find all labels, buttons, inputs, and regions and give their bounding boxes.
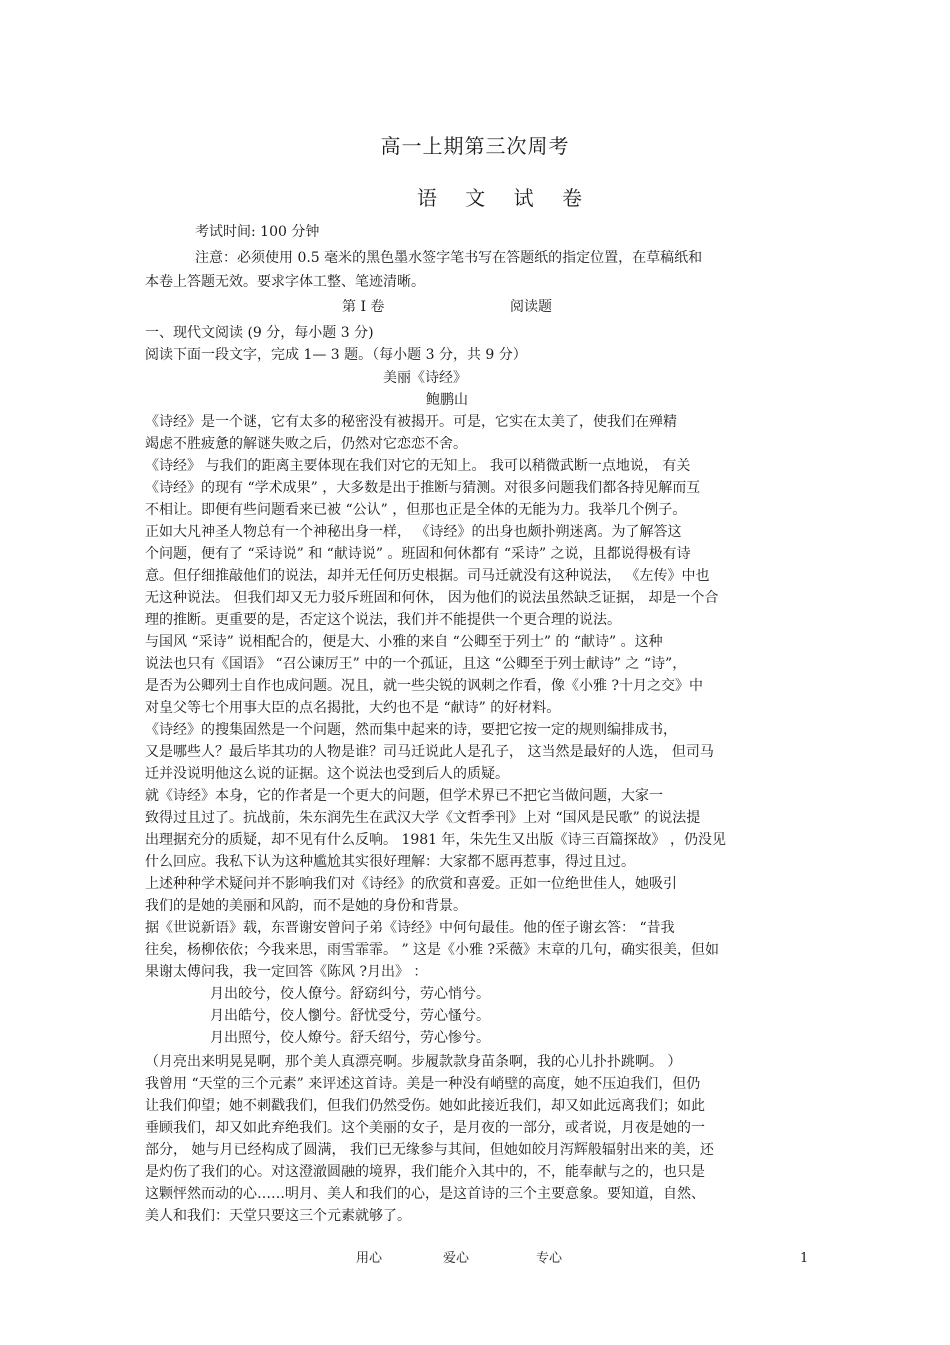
section-instruction: 阅读下面一段文字，完成 1— 3 题。（每小题 3 分，共 9 分）	[145, 347, 527, 363]
body-line: 上述种种学术疑问并不影响我们对《诗经》的欣赏和喜爱。正如一位绝世佳人，她吸引	[145, 876, 677, 892]
footer-middle: 爱心	[443, 1251, 470, 1266]
notice-line-1: 注意：必须使用 0.5 毫米的黑色墨水签字笔书写在答题纸的指定位置，在草稿纸和	[195, 250, 703, 266]
body-line: 我曾用 “天堂的三个元素” 来评述这首诗。美是一种没有峭壁的高度，她不压迫我们，但仍	[145, 1076, 701, 1092]
footer-right: 专心	[536, 1251, 563, 1266]
body-line: 垂顾我们，却又如此弃绝我们。这个美丽的女子，是月夜的一部分，或者说，月夜是她的一	[145, 1120, 705, 1136]
body-line: 据《世说新语》载，东晋谢安曾问子弟《诗经》中何句最佳。他的侄子谢玄答： “昔我	[145, 920, 675, 936]
body-line: 部分， 她与月已经构成了圆满， 我们已无缘参与其间，但她如皎月泻辉般辐射出来的美，还	[145, 1142, 714, 1158]
volume-type: 阅读题	[510, 299, 552, 315]
article-author: 鲍鹏山	[426, 392, 468, 408]
body-line: 《诗经》的搜集固然是一个问题，然而集中起来的诗，要把它按一定的规则编排成书，	[145, 722, 677, 738]
body-line: 理的推断。更重要的是，否定这个说法，我们并不能提供一个更合理的说法。	[145, 612, 621, 628]
body-line: 说法也只有《国语》 “召公谏厉王” 中的一个孤证，且这 “公卿至于列士献诗” 之 “诗”，	[145, 656, 687, 672]
body-line: 意。但仔细推敲他们的说法，却并无任何历史根据。司马迁就没有这种说法， 《左传》中也	[145, 568, 710, 584]
notice-line-2: 本卷上答题无效。要求字体工整、笔迹清晰。	[145, 274, 425, 290]
body-line: 无这种说法。 但我们却又无力驳斥班固和何休， 因为他们的说法虽然缺乏证据， 却是一个合	[145, 590, 719, 606]
body-line: 是灼伤了我们的心。对这澄澈圆融的境界，我们能介入其中的，不，能奉献与之的，也只是	[145, 1164, 705, 1180]
body-line: 往矣，杨柳依依；今我来思，雨雪霏霏。 ” 这是《小雅 ?采薇》末章的几句，确实很美，但如	[145, 942, 720, 958]
body-line: 对皇父等七个用事大臣的点名揭批，大约也不是 “献诗” 的好材料。	[145, 700, 561, 716]
footer-left: 用心	[356, 1251, 383, 1266]
body-line: （月亮出来明晃晃啊，那个美人真漂亮啊。步履款款身苗条啊，我的心儿扑扑跳啊。 ）	[145, 1054, 682, 1070]
section-heading: 一、现代文阅读 (9 分，每小题 3 分)	[145, 325, 374, 341]
volume-label: 第 I 卷	[342, 299, 385, 315]
body-line: 致得过且过了。抗战前，朱东润先生在武汉大学《文哲季刊》上对 “国风是民歌” 的说法提	[145, 810, 701, 826]
exam-subject: 语 文 试 卷	[416, 186, 594, 210]
exam-title: 高一上期第三次周考	[380, 134, 570, 158]
body-line: 不相让。即便有些问题看来已被 “公认” ，但那也正是全体的无能为力。我举几个例子。	[145, 502, 687, 518]
body-line: 个问题，便有了 “采诗说” 和 “献诗说” 。班固和何休都有 “采诗” 之说，且都说得极有诗	[145, 546, 691, 562]
body-line: 果谢太傅问我，我一定回答《陈风 ?月出》 ：	[145, 964, 428, 980]
body-line: 正如大凡神圣人物总有一个神秘出身一样， 《诗经》的出身也颇扑朔迷离。为了解答这	[145, 524, 682, 540]
poem-line: 月出皓兮，佼人懰兮。舒忧受兮，劳心慅兮。	[210, 1008, 490, 1024]
page-number: 1	[800, 1251, 809, 1266]
body-line: 什么回应。我私下认为这种尴尬其实很好理解：大家都不愿再惹事，得过且过。	[145, 854, 635, 870]
poem-line: 月出皎兮，佼人僚兮。舒窈纠兮，劳心悄兮。	[210, 986, 490, 1002]
body-line: 《诗经》 与我们的距离主要体现在我们对它的无知上。 我可以稍微武断一点地说， 有关	[145, 458, 691, 474]
body-line: 《诗经》的现有 “学术成果” ，大多数是出于推断与猜测。对很多问题我们都各持见解而互	[145, 480, 701, 496]
body-line: 这颗怦然而动的心……明月、美人和我们的心，是这首诗的三个主要意象。要知道，自然、	[145, 1186, 705, 1202]
body-line: 让我们仰望；她不刺戳我们，但我们仍然受伤。她如此接近我们，却又如此远离我们；如此	[145, 1098, 705, 1114]
body-line: 《诗经》是一个谜，它有太多的秘密没有被揭开。可是，它实在太美了，使我们在殚精	[145, 414, 677, 430]
body-line: 就《诗经》本身，它的作者是一个更大的问题，但学术界已不把它当做问题，大家一	[145, 788, 663, 804]
body-line: 美人和我们：天堂只要这三个元素就够了。	[145, 1208, 411, 1224]
body-line: 我们的是她的美丽和风韵，而不是她的身份和背景。	[145, 898, 467, 914]
body-line: 又是哪些人？最后毕其功的人物是谁？司马迁说此人是孔子， 这当然是最好的人选， 但司马	[145, 744, 714, 760]
poem-line: 月出照兮，佼人燎兮。舒夭绍兮，劳心惨兮。	[210, 1030, 490, 1046]
body-line: 迁并没说明他这么说的证据。这个说法也受到后人的质疑。	[145, 766, 509, 782]
body-line: 是否为公卿列士自作也成问题。况且，就一些尖锐的讽刺之作看，像《小雅 ?十月之交》中	[145, 678, 703, 694]
body-line: 竭虑不胜疲惫的解谜失败之后，仍然对它恋恋不舍。	[145, 436, 467, 452]
body-line: 出理据充分的质疑，却不见有什么反响。 1981 年，朱先生又出版《诗三百篇探故》 ，仍没见	[145, 832, 726, 848]
exam-time: 考试时间: 100 分钟	[195, 224, 320, 240]
body-line: 与国风 “采诗” 说相配合的，便是大、小雅的来自 “公卿至于列士” 的 “献诗” 。这种	[145, 634, 663, 650]
article-title: 美丽《诗经》	[383, 370, 467, 386]
